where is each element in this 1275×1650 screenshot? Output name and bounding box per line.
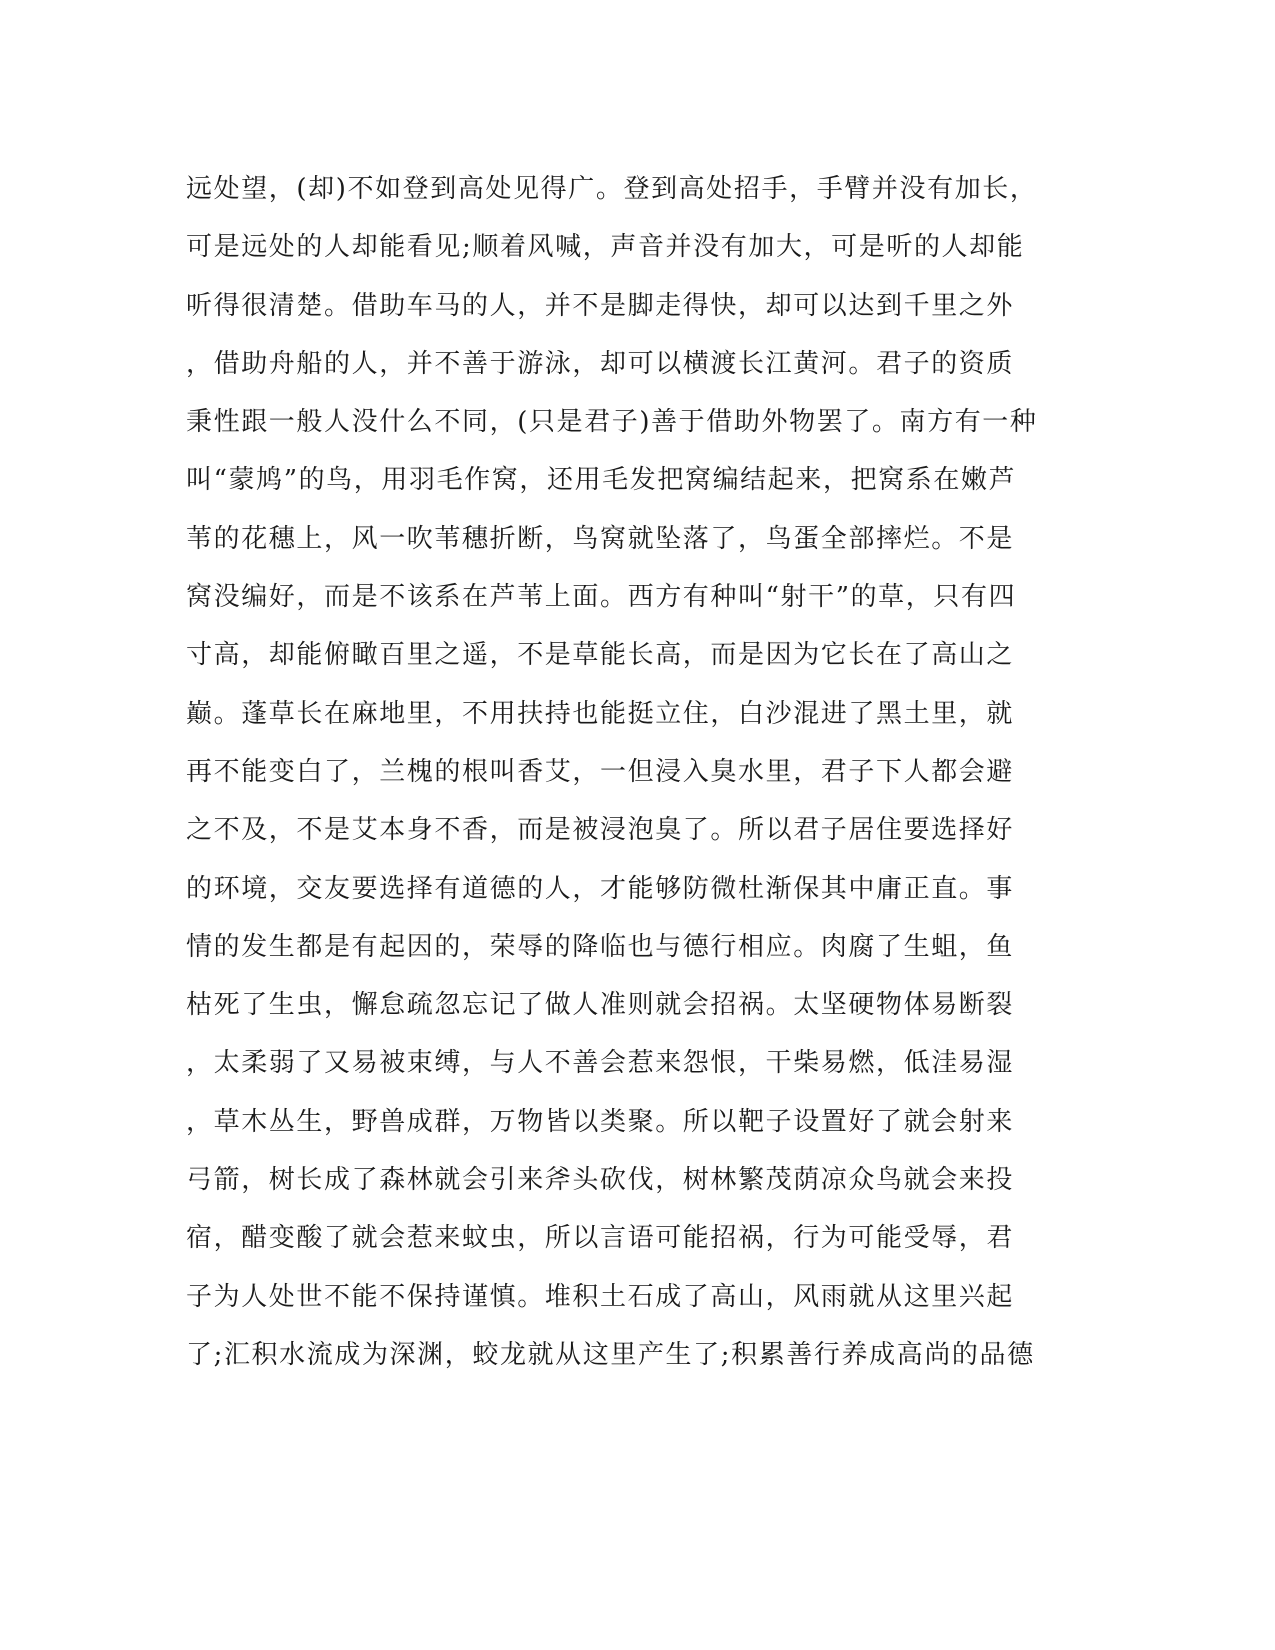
text-line: 苇的花穗上，风一吹苇穗折断，鸟窝就坠落了，鸟蛋全部摔烂。不是 [186, 523, 1015, 554]
text-line: ，太柔弱了又易被束缚，与人不善会惹来怨恨，干柴易燃，低洼易湿 [186, 1048, 1015, 1079]
text-line: 子为人处世不能不保持谨慎。堆积土石成了高山，风雨就从这里兴起 [186, 1281, 1015, 1312]
text-line: 秉性跟一般人没什么不同，(只是君子)善于借助外物罢了。南方有一种 [186, 407, 1038, 438]
text-line: ，草木丛生，野兽成群，万物皆以类聚。所以靶子设置好了就会射来 [186, 1106, 1015, 1137]
text-line: 情的发生都是有起因的，荣辱的降临也与德行相应。肉腐了生蛆，鱼 [186, 931, 1015, 962]
text-line: 远处望，(却)不如登到高处见得广。登到高处招手，手臂并没有加长， [186, 174, 1038, 204]
text-line: 弓箭，树长成了森林就会引来斧头砍伐，树林繁茂荫凉众鸟就会来投 [186, 1165, 1015, 1196]
text-line: 寸高，却能俯瞰百里之遥，不是草能长高，而是因为它长在了高山之 [186, 640, 1015, 671]
text-line: 巅。蓬草长在麻地里，不用扶持也能挺立住，白沙混进了黑土里，就 [186, 698, 1015, 729]
text-line: 可是远处的人却能看见;顺着风喊，声音并没有加大，可是听的人却能 [186, 232, 1025, 263]
text-line: 再不能变白了，兰槐的根叫香艾，一但浸入臭水里，君子下人都会避 [186, 756, 1015, 787]
text-line: 枯死了生虫，懈怠疏忽忘记了做人准则就会招祸。太坚硬物体易断裂 [186, 990, 1015, 1021]
text-line: ，借助舟船的人，并不善于游泳，却可以横渡长江黄河。君子的资质 [186, 348, 1015, 379]
text-line: 叫“蒙鸠”的鸟，用羽毛作窝，还用毛发把窝编结起来，把窝系在嫩芦 [186, 465, 1017, 496]
text-line: 宿，醋变酸了就会惹来蚊虫，所以言语可能招祸，行为可能受辱，君 [186, 1223, 1015, 1254]
body-text [186, 160, 1066, 1384]
text-line: 窝没编好，而是不该系在芦苇上面。西方有种叫“射干”的草，只有四 [186, 582, 1017, 613]
text-line: 的环境，交友要选择有道德的人，才能够防微杜渐保其中庸正直。事 [186, 873, 1015, 904]
text-line: 了;汇积水流成为深渊，蛟龙就从这里产生了;积累善行养成高尚的品德 [186, 1339, 1035, 1370]
text-line: 听得很清楚。借助车马的人，并不是脚走得快，却可以达到千里之外 [186, 290, 1015, 321]
text-line: 之不及，不是艾本身不香，而是被浸泡臭了。所以君子居住要选择好 [186, 815, 1015, 846]
